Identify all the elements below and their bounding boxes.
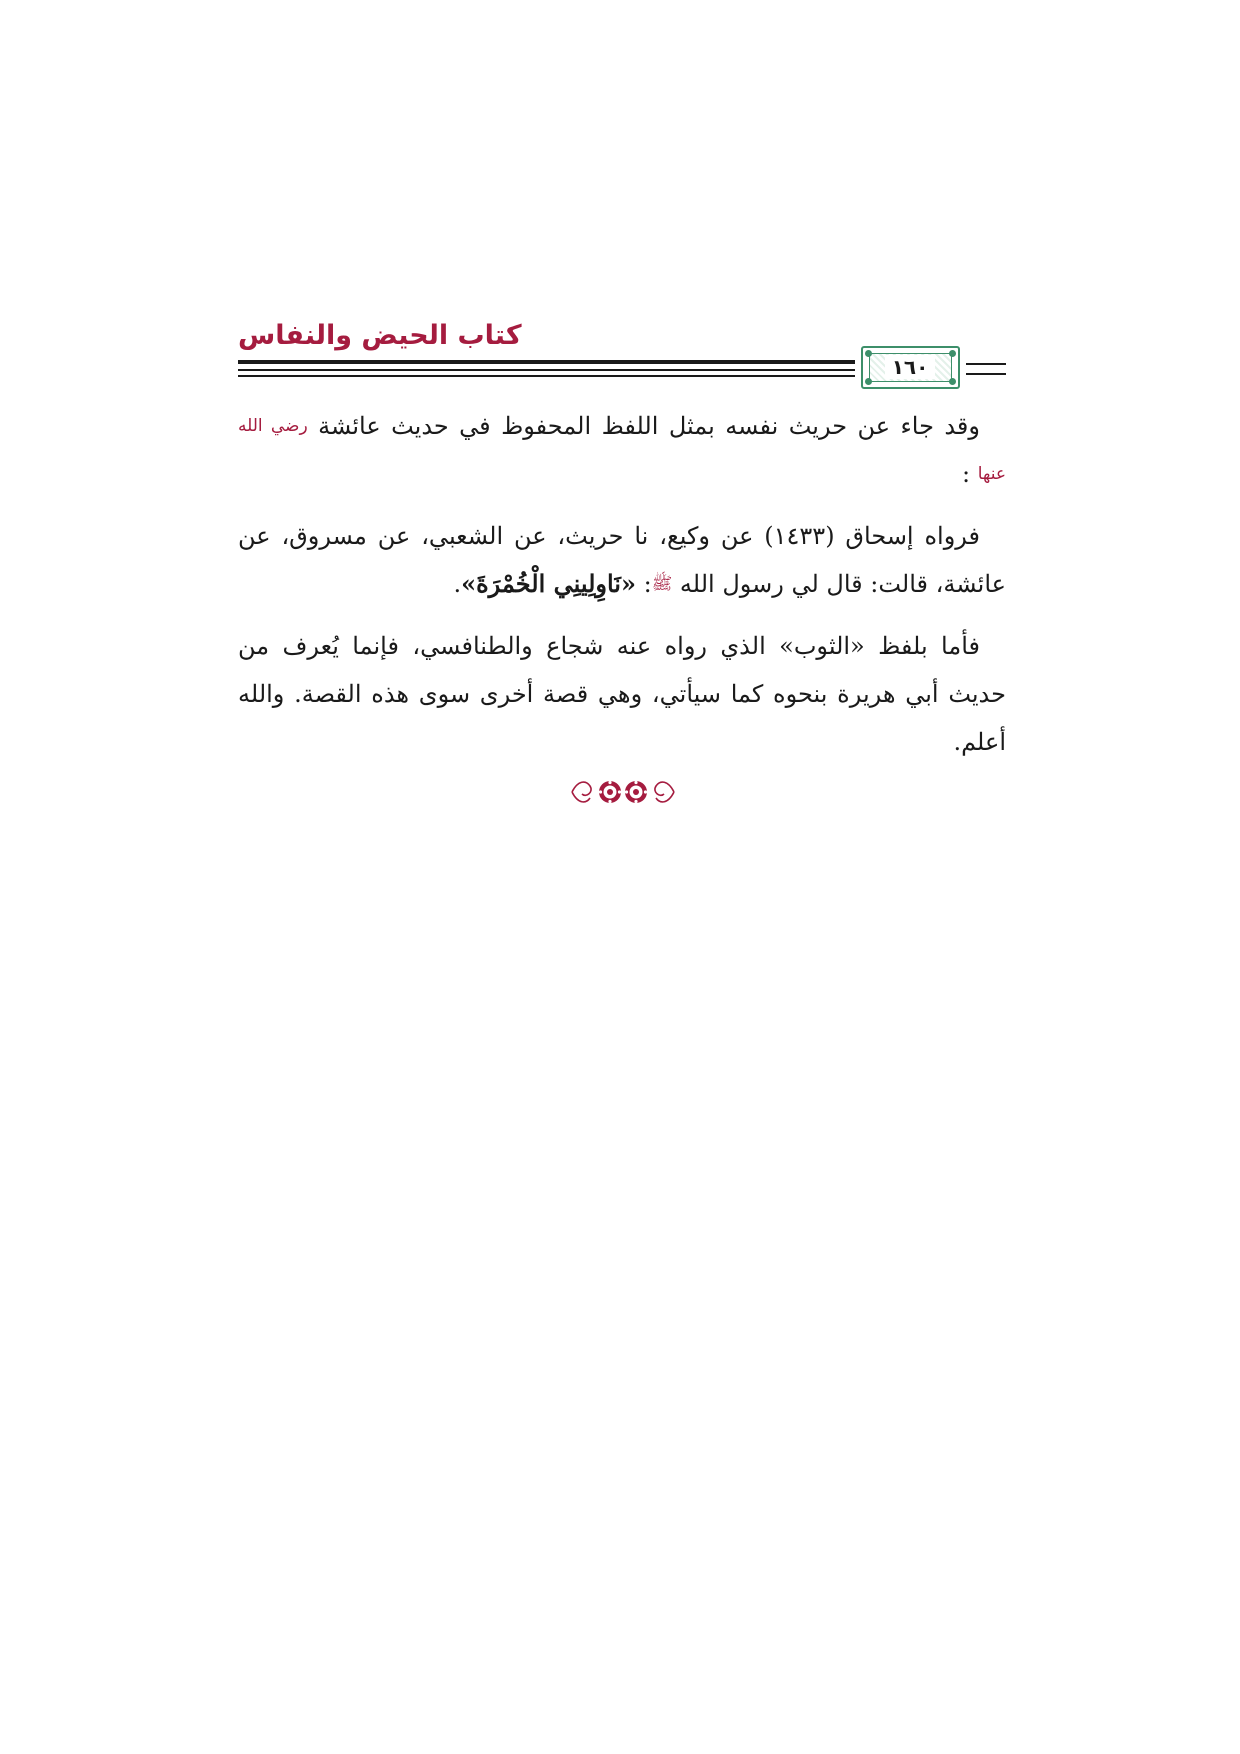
header-rule	[238, 375, 855, 377]
hadith-quote: «نَاوِلِينِي الْخُمْرَةَ»	[461, 569, 636, 598]
book-title: كتاب الحيض والنفاس	[238, 320, 522, 351]
header-rule	[966, 373, 1006, 375]
running-header	[238, 318, 1008, 390]
header-rule	[238, 360, 855, 364]
paragraph	[238, 402, 1006, 498]
header-rule	[238, 369, 855, 371]
page-number-frame-icon	[861, 346, 960, 389]
punctuation: :	[635, 570, 652, 598]
punctuation: .	[453, 570, 462, 598]
header-rule	[966, 363, 1006, 365]
paragraph	[238, 622, 1006, 766]
paragraph-text: وقد جاء عن حريث نفسه بمثل اللفظ المحفوظ في حديث عائشة	[318, 412, 980, 440]
punctuation: :	[961, 460, 978, 488]
floral-divider-icon	[568, 772, 678, 812]
honorific-glyph: ﷺ	[651, 574, 673, 594]
honorific-glyph: رضي الله عنها	[238, 416, 1006, 484]
page-number: ١٦٠	[885, 355, 935, 379]
paragraph-text: فأما بلفظ «الثوب» الذي رواه عنه شجاع والطنافسي، فإنما يُعرف من حديث أبي هريرة بنحوه كما سيأتي، وهي قصة أخرى سوى هذه القصة. والله أعلم.	[238, 632, 1006, 756]
paragraph	[238, 512, 1006, 608]
main-text	[238, 402, 1006, 780]
paragraph-text: فرواه إسحاق (١٤٣٣) عن وكيع، نا حريث، عن الشعبي، عن مسروق، عن عائشة، قالت: قال لي رسول الله	[238, 522, 1006, 598]
